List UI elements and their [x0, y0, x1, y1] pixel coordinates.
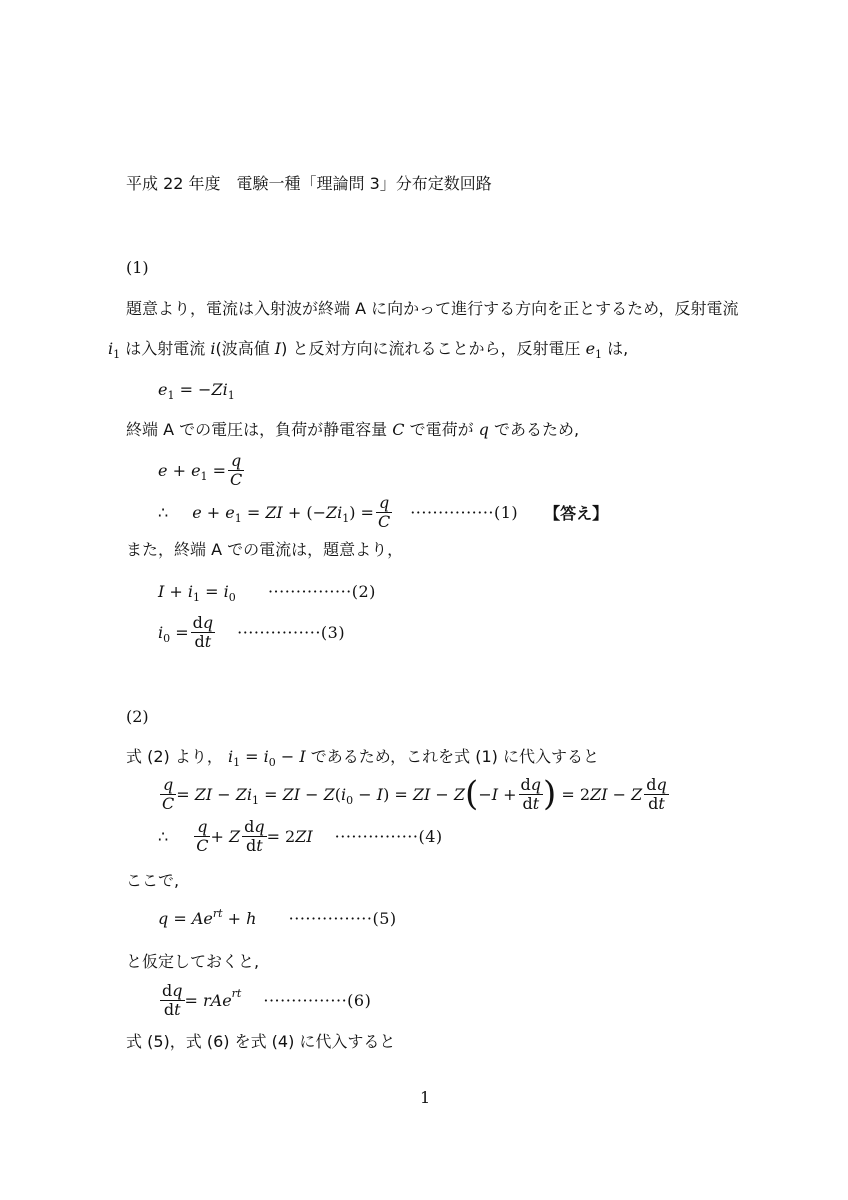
therefore-symbol: ∴ [158, 827, 169, 846]
equation-5-tag: ···············(5) [288, 909, 397, 928]
equation-1-tag: ···············(1) [410, 503, 519, 522]
equation-4: ∴ $\frac{q}{C}$ + Z $\frac{dq}{dt}$ = 2 ZI ···············(4) [158, 817, 443, 855]
section-2-paragraph-3: と仮定しておくと, [126, 952, 260, 971]
equation-4-tag: ···············(4) [334, 827, 443, 846]
page-title: 平成 22 年度 電験一種「理論問 3」分布定数回路 [126, 174, 492, 193]
text-fragment: で電荷が [409, 420, 474, 439]
text-fragment: であるため, [494, 420, 580, 439]
equation-2-tag: ···············(2) [267, 582, 376, 601]
equation-6: $\frac{dq}{dt}$ = rAe rt ···············(6) [162, 981, 372, 1019]
equation-voltage: e + $e_1$ = $\frac{q}{C}$ [158, 451, 243, 489]
equation-3: $i_0$ = $\frac{dq}{dt}$ ···············(3) [158, 613, 346, 651]
answer-label: 【答え】 [544, 504, 609, 523]
text-fragment: 式 (2) より， [126, 747, 223, 766]
equation-6-tag: ···············(6) [263, 991, 372, 1010]
section-1-label: (1) [126, 258, 149, 277]
section-2-paragraph-4: 式 (5)，式 (6) を式 (4) に代入すると [126, 1032, 396, 1051]
therefore-symbol: ∴ [158, 503, 169, 522]
section-2-paragraph-1: 式 (2) より， $i_1 = i_0 - I$ であるため，これを式 (1) に代入すると [126, 747, 599, 769]
equation-derivation: $\frac{q}{C}$ = ZI − $Zi_1$ = ZI − Z ( $i_0$ − I ) = ZI − Z ( − I + $\frac{dq}{dt}$ ) = 2 ZI − Z $\frac{dq}{dt}$ [162, 774, 667, 814]
section-1-paragraph-3: また，終端 A での電流は，題意より， [126, 540, 404, 559]
text-fragment: は入射電流 [125, 339, 206, 358]
text-fragment: ) と反対方向に流れることから，反射電圧 [281, 339, 581, 358]
text-fragment: 終端 A での電圧は，負荷が静電容量 [126, 420, 388, 439]
equation-e1: $e_1 = -Zi_1$ [158, 380, 235, 402]
text-fragment: であるため，これを式 (1) に代入すると [310, 747, 599, 766]
equation-5: $q = Ae^{rt} + h \cdot\cdot\cdot\cdot\cdot\cdot\cdot\cdot\cdot\cdot\cdot\cdot\cdot\cdot\cdot(5)$ [158, 907, 397, 928]
equation-1: ∴ e + $e_1$ = ZI + (− $Zi_1$ ) = $\frac{q}{C}$ ···············(1) 【答え】 [158, 493, 609, 531]
equation-3-tag: ···············(3) [237, 623, 346, 642]
section-1-paragraph-2: 終端 A での電圧は，負荷が静電容量 C で電荷が q であるため, [126, 420, 580, 439]
text-fragment: (波高値 [215, 339, 270, 358]
section-2-paragraph-2: ここで, [126, 871, 180, 890]
section-1-paragraph-1-line-1: 題意より，電流は入射波が終端 A に向かって進行する方向を正とするため，反射電流 [126, 299, 739, 318]
page-number: 1 [420, 1088, 431, 1107]
section-1-paragraph-1-line-2: $i_1$ は入射電流 i(波高値 I) と反対方向に流れることから，反射電圧 $e_1$ は, [108, 339, 629, 361]
section-2-label: (2) [126, 707, 149, 726]
text-fragment: は, [607, 339, 629, 358]
equation-2: $I + i_1 = i_0 \cdot\cdot\cdot\cdot\cdot\cdot\cdot\cdot\cdot\cdot\cdot\cdot\cdot\cdot\cdot(2)$ [158, 582, 376, 604]
